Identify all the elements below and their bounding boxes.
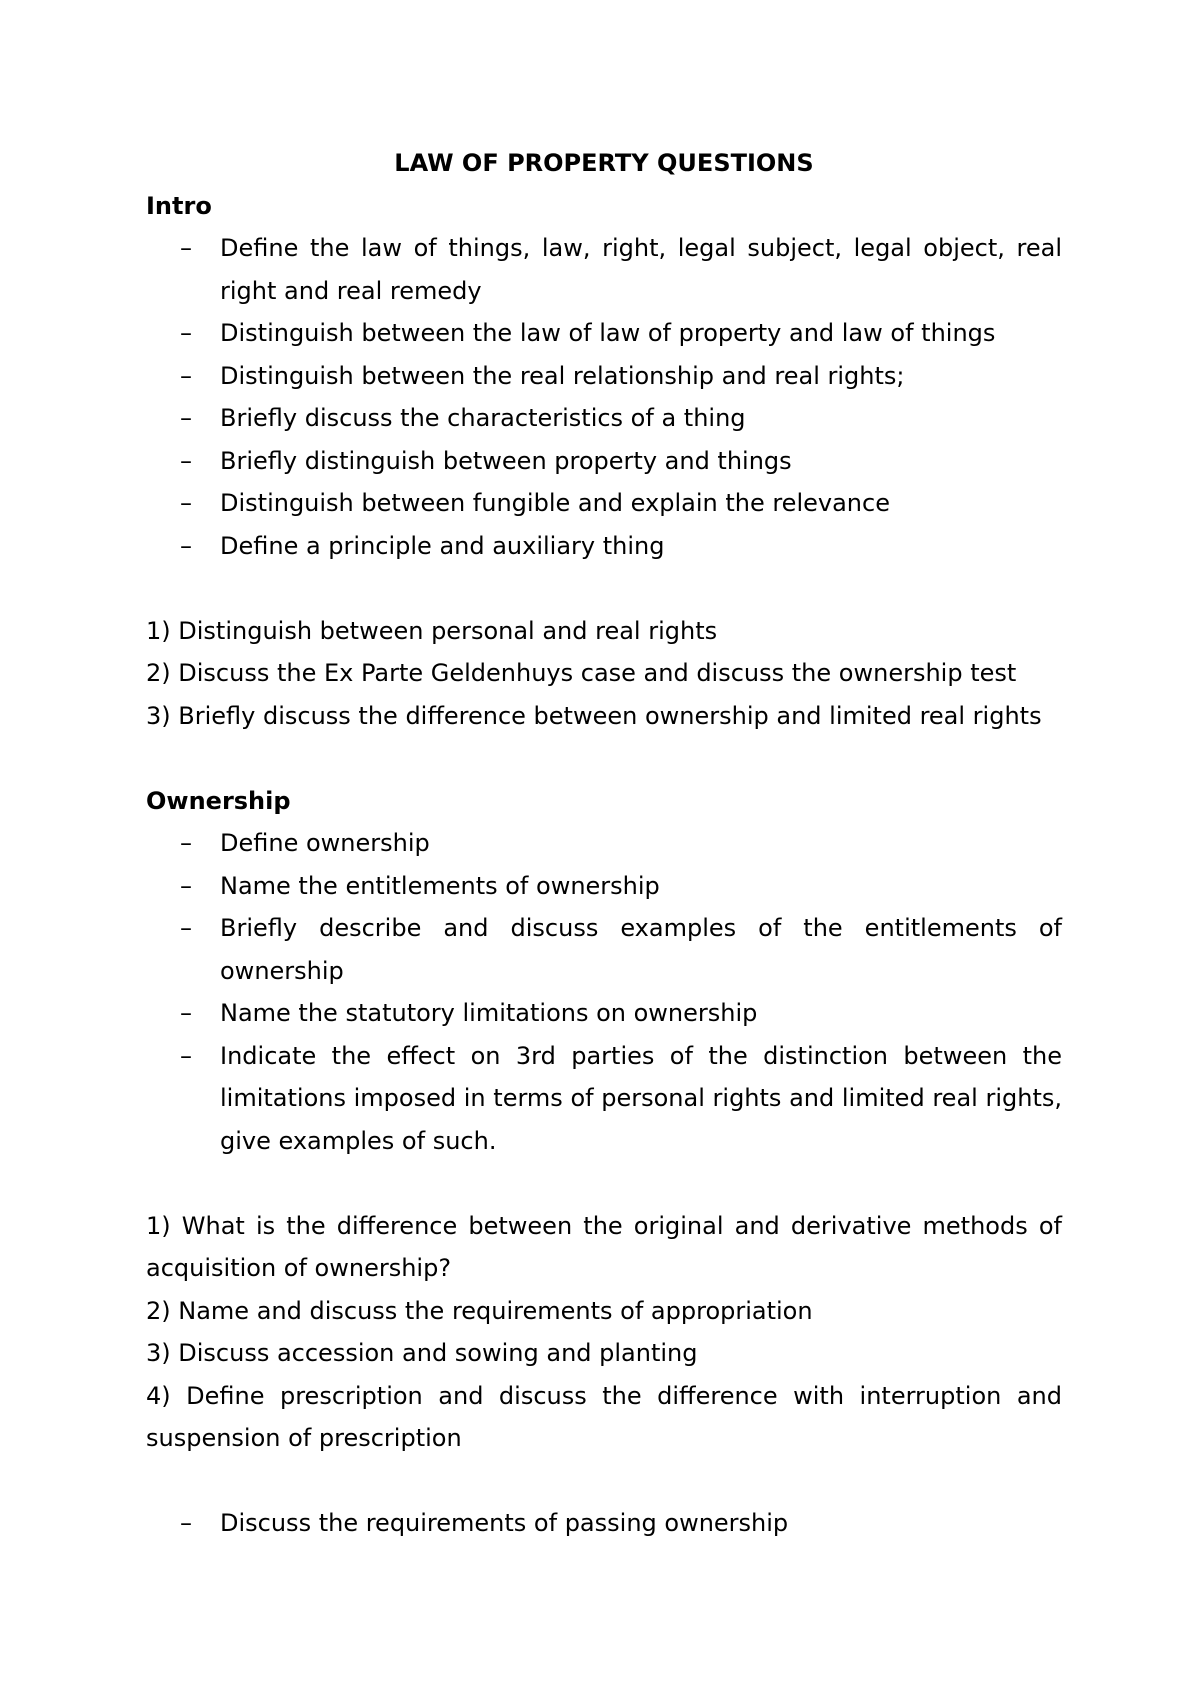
list-item-text: Briefly distinguish between property and things — [220, 446, 792, 475]
list-item-text: Indicate the effect on 3rd parties of the distinction between the limitations imposed in terms of personal rights and limited real rights, give examples of such. — [220, 1041, 1062, 1155]
dash-bullet-icon: – — [180, 531, 192, 560]
ownership-bullet-list — [146, 822, 1062, 1162]
list-item — [146, 482, 1062, 525]
dash-bullet-icon: – — [180, 446, 192, 475]
list-item — [146, 1035, 1062, 1163]
question-item: 3) Briefly discuss the difference between ownership and limited real rights — [146, 701, 1042, 730]
list-item-text: Distinguish between the real relationship and real rights; — [220, 361, 905, 390]
dash-bullet-icon: – — [180, 234, 192, 262]
question-item: 4) Define prescription and discuss the difference with interruption and suspension of prescription — [146, 1381, 1062, 1452]
spacer — [146, 1460, 1062, 1503]
list-item — [146, 312, 1062, 355]
spacer — [146, 737, 1062, 780]
list-item-text: Discuss the requirements of passing ownership — [220, 1509, 789, 1537]
spacer — [146, 1162, 1062, 1205]
question-item: 2) Name and discuss the requirements of appropriation — [146, 1296, 813, 1325]
final-bullet-list — [146, 1502, 1062, 1545]
list-item — [146, 1502, 1062, 1545]
dash-bullet-icon: – — [180, 1509, 192, 1537]
question-item: 3) Discuss accession and sowing and planting — [146, 1339, 698, 1367]
list-item-text: Briefly discuss the characteristics of a thing — [220, 404, 746, 432]
list-item-text: Briefly describe and discuss examples of the entitlements of ownership — [220, 914, 1062, 985]
dash-bullet-icon: – — [180, 914, 192, 942]
list-item-text: Define the law of things, law, right, legal subject, legal object, real right and real remedy — [220, 234, 1062, 305]
dash-bullet-icon: – — [180, 361, 192, 390]
list-item-text: Name the entitlements of ownership — [220, 871, 660, 900]
dash-bullet-icon: – — [180, 404, 192, 432]
dash-bullet-icon: – — [180, 1041, 192, 1070]
list-item-text: Distinguish between the law of law of property and law of things — [220, 319, 996, 347]
list-item — [146, 992, 1062, 1035]
dash-bullet-icon: – — [180, 871, 192, 900]
list-item-text: Distinguish between fungible and explain the relevance — [220, 489, 890, 517]
dash-bullet-icon: – — [180, 319, 192, 347]
list-item — [146, 227, 1062, 312]
intro-bullet-list — [146, 227, 1062, 567]
list-item — [146, 907, 1062, 992]
list-item-text: Define a principle and auxiliary thing — [220, 531, 665, 560]
list-item-text: Define ownership — [220, 829, 430, 857]
section-heading-intro: Intro — [146, 191, 212, 220]
question-item: 1) Distinguish between personal and real rights — [146, 616, 718, 645]
list-item-text: Name the statutory limitations on ownership — [220, 999, 758, 1027]
list-item — [146, 397, 1062, 440]
list-item — [146, 822, 1062, 865]
dash-bullet-icon: – — [180, 999, 192, 1027]
dash-bullet-icon: – — [180, 489, 192, 517]
question-item: 1) What is the difference between the original and derivative methods of acquisition of ownership? — [146, 1211, 1062, 1282]
section-heading-ownership: Ownership — [146, 786, 291, 815]
question-item: 2) Discuss the Ex Parte Geldenhuys case and discuss the ownership test — [146, 659, 1017, 687]
page-title: LAW OF PROPERTY QUESTIONS — [394, 149, 814, 177]
dash-bullet-icon: – — [180, 829, 192, 857]
list-item — [146, 865, 1062, 908]
list-item — [146, 440, 1062, 483]
list-item — [146, 525, 1062, 568]
list-item — [146, 355, 1062, 398]
spacer — [146, 567, 1062, 610]
